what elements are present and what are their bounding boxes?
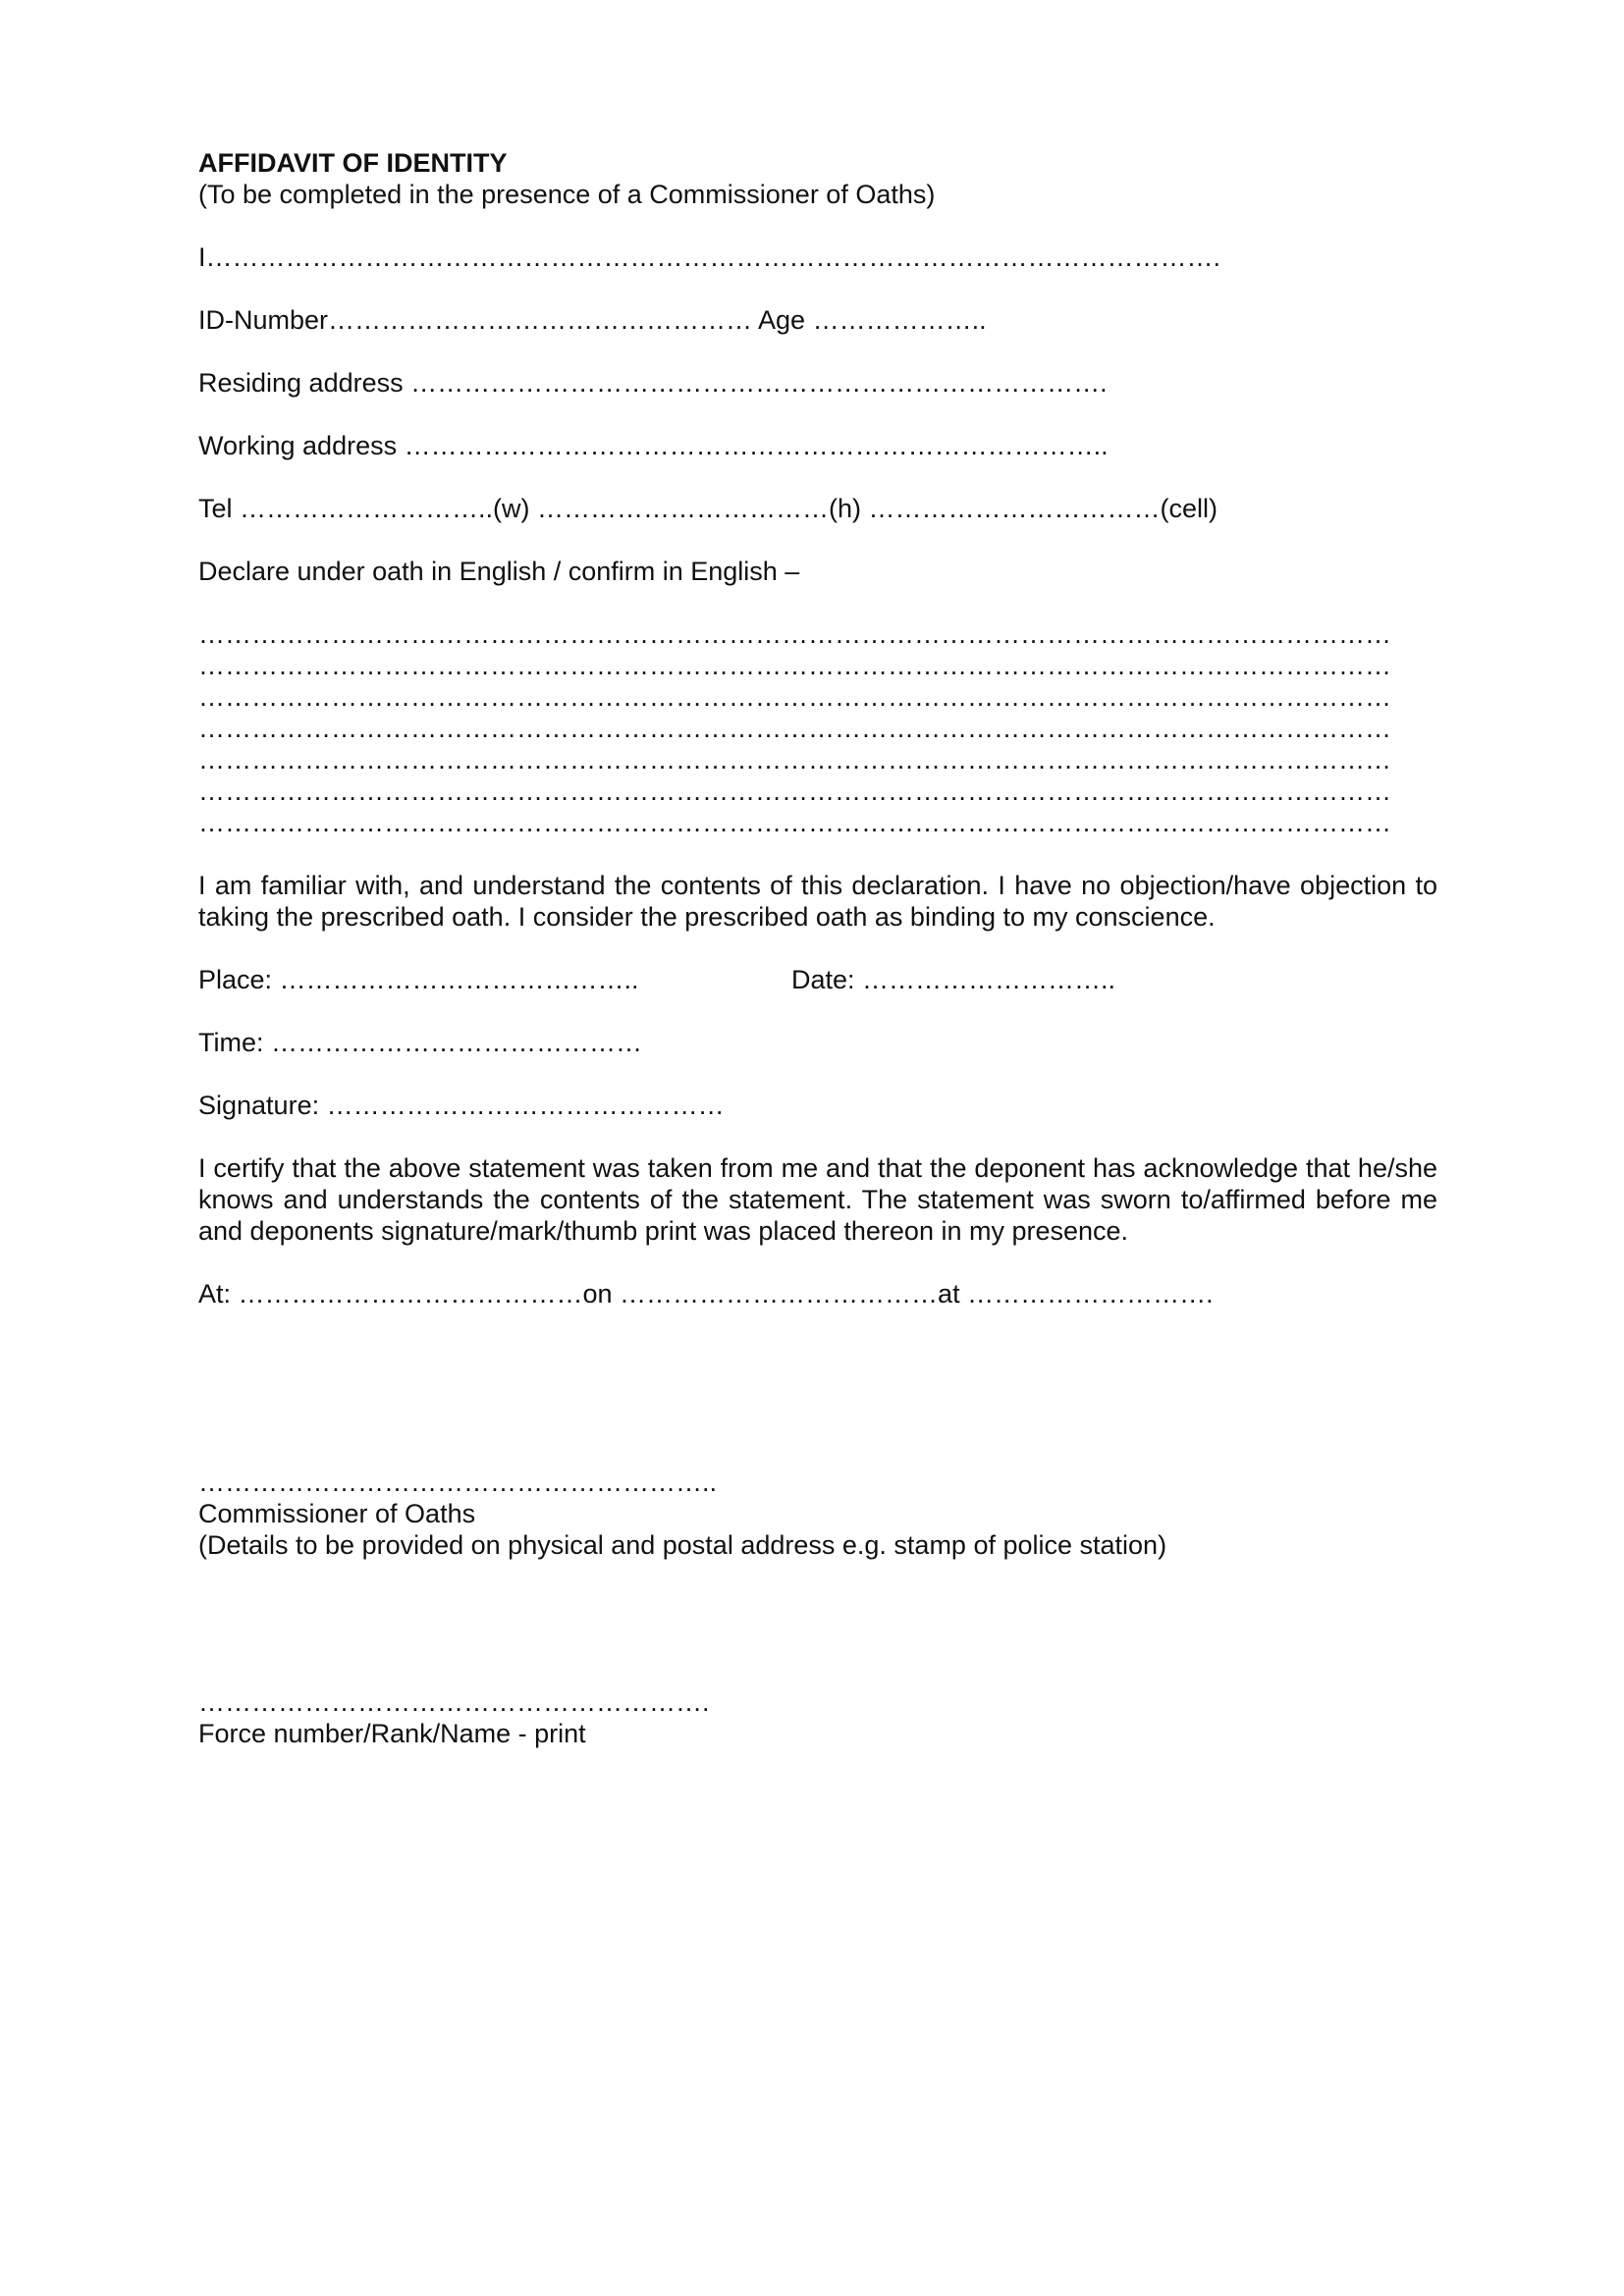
telephone-field-line: Tel ………………………..(w) ……………………………(h) ……………………………(cell) xyxy=(198,494,1218,523)
signature-field-line: Signature: ……………………………………… xyxy=(198,1091,725,1120)
declaration-line: ……………………………………………………………………………………………………………………… xyxy=(198,714,1391,743)
time-field-line: Time: …………………………………… xyxy=(198,1028,642,1057)
id-age-field-line: ID-Number………………………………………… Age ……………….. xyxy=(198,305,987,335)
declaration-line: ……………………………………………………………………………………………………………………… xyxy=(198,745,1391,774)
declaration-line: ……………………………………………………………………………………………………………………… xyxy=(198,808,1391,837)
declaration-line: ……………………………………………………………………………………………………………………… xyxy=(198,682,1391,712)
document-title: AFFIDAVIT OF IDENTITY xyxy=(198,148,508,178)
declaration-lines xyxy=(198,618,1437,838)
declaration-line: ……………………………………………………………………………………………………………………… xyxy=(198,776,1391,806)
commissioner-signature-dots: ………………………………………………….. xyxy=(198,1468,718,1497)
force-number-dots: …………………………………………………. xyxy=(198,1687,710,1717)
date-field-line: Date: ……………………….. xyxy=(791,965,1116,994)
affidavit-content xyxy=(198,147,1437,1749)
declaration-line: ……………………………………………………………………………………………………………………… xyxy=(198,619,1391,649)
place-date-row xyxy=(198,964,1437,995)
declare-under-oath-line: Declare under oath in English / confirm in English – xyxy=(198,557,800,586)
place-field-line: Place: ………………………………….. xyxy=(198,965,639,994)
certify-statement: I certify that the above statement was taken from me and that the deponent has acknowledge that he/she knows and understands the contents of the statement. The statement was sworn to/affirmed before me and deponents signature/mark/thumb print was placed thereon in my presence. xyxy=(198,1153,1437,1246)
document-subtitle: (To be completed in the presence of a Commissioner of Oaths) xyxy=(198,180,936,209)
name-field-line: I……………………………………………………………………………………………………. xyxy=(198,242,1221,272)
familiar-statement: I am familiar with, and understand the contents of this declaration. I have no objection/have objection to taking the prescribed oath. I consider the prescribed oath as binding to my conscience. xyxy=(198,871,1437,932)
residing-address-field-line: Residing address ……………………………………………………………………. xyxy=(198,368,1108,398)
at-on-at-field-line: At: …………………………………on ………………………………at ………………………. xyxy=(198,1279,1214,1308)
commissioner-details: (Details to be provided on physical and postal address e.g. stamp of police station) xyxy=(198,1530,1167,1560)
commissioner-label: Commissioner of Oaths xyxy=(198,1499,476,1528)
force-number-label: Force number/Rank/Name - print xyxy=(198,1719,586,1748)
working-address-field-line: Working address …………………………………………………………………….. xyxy=(198,431,1109,460)
declaration-line: ……………………………………………………………………………………………………………………… xyxy=(198,651,1391,680)
